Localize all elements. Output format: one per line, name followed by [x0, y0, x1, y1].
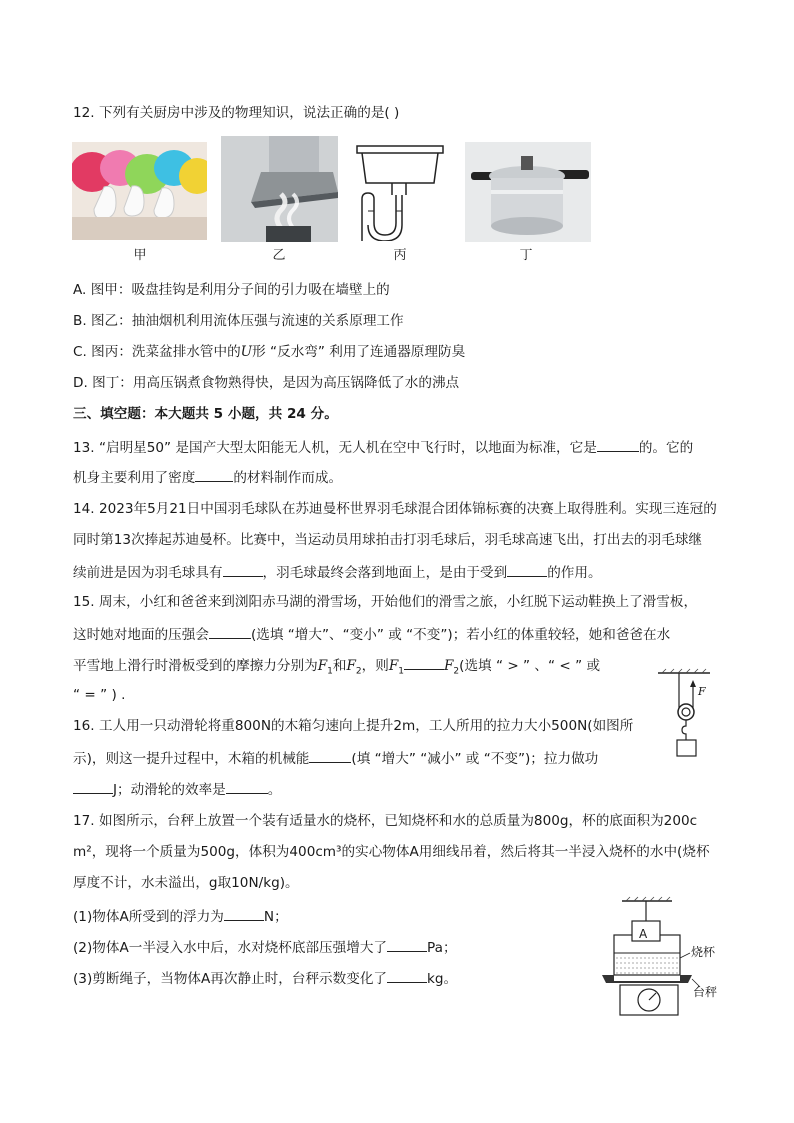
- answer-blank[interactable]: [226, 779, 268, 794]
- q12-option-d: D. 图丁：用高压锅煮食物熟得快，是因为高压锅降低了水的沸点: [73, 375, 460, 391]
- q13-line-2: 机身主要利用了密度 的材料制作而成。: [73, 467, 342, 487]
- sink-trap-image: [356, 143, 444, 241]
- q16-line-1: 16. 工人用一只动滑轮将重800N的木箱匀速向上提升2m，工人所用的拉力大小500N(如图所: [73, 718, 634, 734]
- q14-line-3: 续前进是因为羽毛球具有 ，羽毛球最终会落到地面上，是由于受到 的作用。: [73, 562, 602, 582]
- answer-blank[interactable]: [209, 624, 251, 639]
- answer-blank[interactable]: [507, 562, 547, 577]
- answer-blank[interactable]: [73, 779, 113, 794]
- q13-line-1: 13. “启明星50” 是国产大型太阳能无人机，无人机在空中飞行时，以地面为标准，它是 的。它的: [73, 437, 693, 457]
- q15-line-4: “ = ” ) .: [73, 687, 126, 703]
- answer-blank[interactable]: [387, 937, 427, 952]
- q16-line-3: J；动滑轮的效率是 。: [73, 779, 281, 799]
- q15-line-3: 平雪地上滑行时滑板受到的摩擦力分别为$F_1$和$F_2$，则$F_1$ $F_2$(选填 “ > ” 、“ < ” 或: [73, 655, 600, 681]
- q16-line-2: 示)，则这一提升过程中，木箱的机械能 (填 “增大” “减小” 或 “不变”)；拉力做功: [73, 748, 598, 768]
- section-3-heading: 三、填空题：本大题共 5 小题，共 24 分。: [73, 406, 338, 422]
- caption-jia: 甲: [133, 248, 147, 263]
- q17-line-2: m²，现将一个质量为500g，体积为400cm³的实心物体A用细线吊着，然后将其一半浸入烧杯的水中(烧杯: [73, 844, 710, 860]
- q17-line-1: 17. 如图所示，台秤上放置一个装有适量水的烧杯，已知烧杯和水的总质量为800g，杯的底面积为200c: [73, 813, 698, 829]
- q12-option-b: B. 图乙：抽油烟机利用流体压强与流速的关系原理工作: [73, 313, 404, 329]
- answer-blank[interactable]: [224, 906, 264, 921]
- answer-blank[interactable]: [597, 437, 639, 452]
- q12-option-c: C. 图丙：洗菜盆排水管中的U形 “反水弯” 利用了连通器原理防臭: [73, 344, 466, 360]
- range-hood-image: [221, 136, 338, 242]
- caption-ding: 丁: [519, 248, 533, 263]
- q12-stem: 12. 下列有关厨房中涉及的物理知识，说法正确的是( ): [73, 105, 400, 121]
- q17-sub-1: (1)物体A所受到的浮力为 N；: [73, 906, 288, 926]
- q15-line-2: 这时她对地面的压强会 (选填 “增大”、“变小” 或 “不变”)；若小红的体重较轻，她和爸爸在水: [73, 624, 670, 644]
- answer-blank[interactable]: [387, 968, 427, 983]
- answer-blank[interactable]: [309, 748, 351, 763]
- pulley-figure: [656, 668, 716, 764]
- q17-sub-2: (2)物体A一半浸入水中后，水对烧杯底部压强增大了 Pa；: [73, 937, 457, 957]
- force-label-f: F: [698, 685, 706, 698]
- suction-hooks-image: [72, 142, 207, 240]
- scale-label: 台秤: [693, 985, 718, 999]
- caption-yi: 乙: [272, 248, 286, 263]
- q17-line-3: 厚度不计，水未溢出，g取10N/kg)。: [73, 875, 299, 891]
- answer-blank[interactable]: [195, 467, 233, 482]
- caption-bing: 丙: [393, 248, 407, 263]
- pressure-cooker-image: [465, 142, 591, 242]
- q14-line-2: 同时第13次捧起苏迪曼杯。比赛中，当运动员用球拍击打羽毛球后，羽毛球高速飞出，打出去的羽毛球继: [73, 532, 703, 548]
- q12-option-a: A. 图甲：吸盘挂钩是利用分子间的引力吸在墙壁上的: [73, 282, 390, 298]
- beaker-label: 烧杯: [691, 945, 716, 959]
- q14-line-1: 14. 2023年5月21日中国羽毛球队在苏迪曼杯世界羽毛球混合团体锦标赛的决赛上取得胜利。实现三连冠的: [73, 501, 717, 517]
- answer-blank[interactable]: [404, 655, 444, 670]
- answer-blank[interactable]: [223, 562, 263, 577]
- block-a-label: A: [639, 927, 648, 941]
- q17-sub-3: (3)剪断绳子，当物体A再次静止时，台秤示数变化了 kg。: [73, 968, 457, 988]
- q15-line-1: 15. 周末，小红和爸爸来到浏阳赤马湖的滑雪场，开始他们的滑雪之旅，小红脱下运动鞋换上了滑雪板，: [73, 594, 698, 610]
